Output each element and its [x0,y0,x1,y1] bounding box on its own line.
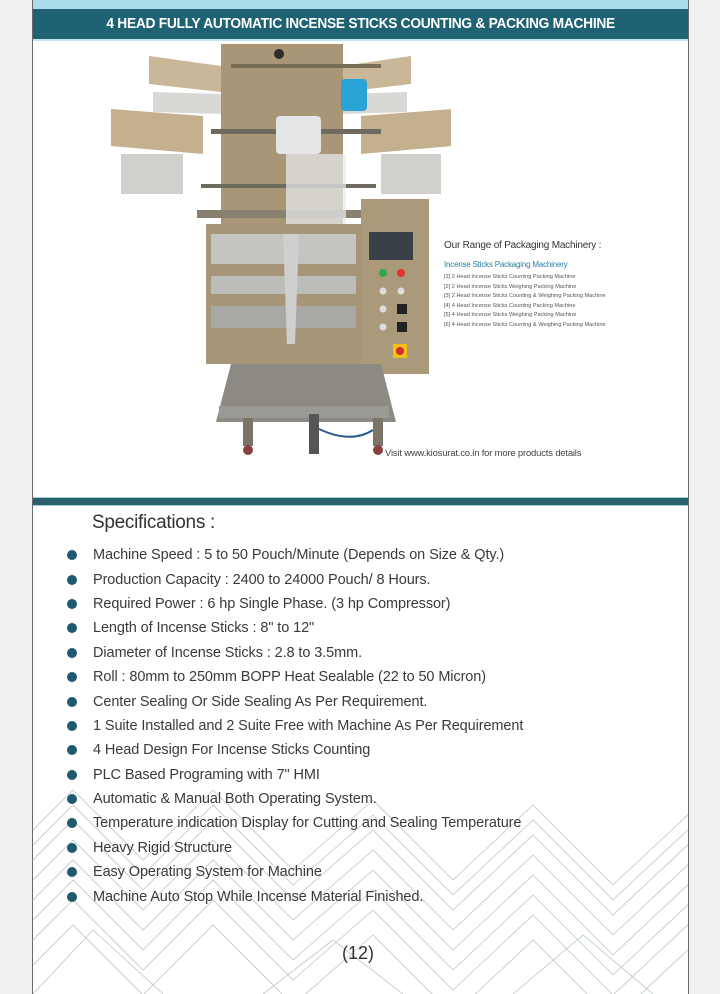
spec-item [33,592,688,616]
spec-item [33,787,688,811]
bullet-icon [67,648,77,658]
spec-text: Length of Incense Sticks : 8" to 12" [93,620,315,637]
top-accent-strip [33,0,688,9]
bullet-icon [67,623,77,633]
spec-text: Heavy Rigid Structure [93,839,232,856]
specifications-list [33,543,688,909]
bullet-icon [67,599,77,609]
spec-item [33,860,688,884]
spec-text: Required Power : 6 hp Single Phase. (3 hp Compressor) [93,595,451,612]
spec-item [33,665,688,689]
spec-item [33,641,688,665]
spec-item [33,689,688,713]
spec-text: Machine Auto Stop While Incense Material Finished. [93,888,424,905]
bullet-icon [67,770,77,780]
section-divider [33,497,688,506]
range-item: [5] 4 Head Incense Sticks Weighing Packing Machine [444,312,577,318]
bullet-icon [67,721,77,731]
product-range [444,240,684,330]
page-title: 4 HEAD FULLY AUTOMATIC INCENSE STICKS COUNTING & PACKING MACHINE [106,16,615,32]
bullet-icon [67,818,77,828]
bullet-icon [67,672,77,682]
bullet-icon [67,550,77,560]
bullet-icon [67,843,77,853]
spec-text: Machine Speed : 5 to 50 Pouch/Minute (Depends on Size & Qty.) [93,547,505,564]
spec-item [33,616,688,640]
title-banner [33,9,688,41]
spec-item [33,543,688,567]
range-item: [6] 4 Head Incense Sticks Counting & Weighing Packing Machine [444,321,606,328]
spec-item [33,763,688,787]
spec-text: 4 Head Design For Incense Sticks Counting [93,742,371,759]
spec-text: Easy Operating System for Machine [93,864,322,881]
bullet-icon [67,575,77,585]
spec-item [33,836,688,860]
bullet-icon [67,892,77,902]
spec-item [33,738,688,762]
spec-item [33,811,688,835]
machine-photo [111,44,451,464]
page-number: (12) [342,943,375,963]
spec-text: Automatic & Manual Both Operating System. [93,791,377,808]
spec-item [33,567,688,591]
range-title: Our Range of Packaging Machinery : [444,240,602,251]
spec-text: Center Sealing Or Side Sealing As Per Requirement. [93,693,428,710]
range-item: [1] 2 Head Incense Sticks Counting Packing Machine [444,274,576,280]
specifications-heading: Specifications : [92,512,215,533]
range-item: [4] 4 Head Incense Sticks Counting Packing Machine [444,302,576,309]
bullet-icon [67,867,77,877]
spec-text: Temperature indication Display for Cutting and Sealing Temperature [93,815,522,832]
spec-text: PLC Based Programing with 7" HMI [93,766,320,783]
bullet-icon [67,697,77,707]
spec-text: Diameter of Incense Sticks : 2.8 to 3.5mm. [93,644,362,661]
spec-text: Production Capacity : 2400 to 24000 Pouch/ 8 Hours. [93,571,431,588]
range-item: [3] 2 Head Incense Sticks Counting & Weighing Packing Machine [444,293,606,299]
spec-item [33,714,688,738]
range-item: [2] 2 Head Incense Sticks Weighing Packing Machine [444,283,577,290]
spec-text: 1 Suite Installed and 2 Suite Free with Machine As Per Requirement [93,717,524,734]
bullet-icon [67,745,77,755]
bullet-icon [67,794,77,804]
brochure-page [32,0,689,994]
range-subtitle: Incense Sticks Packaging Machinery [444,260,568,269]
website-link-text: Visit www.kiosurat.co.in for more products details [385,448,582,459]
spec-item [33,884,688,908]
spec-text: Roll : 80mm to 250mm BOPP Heat Sealable (22 to 50 Micron) [93,669,486,686]
